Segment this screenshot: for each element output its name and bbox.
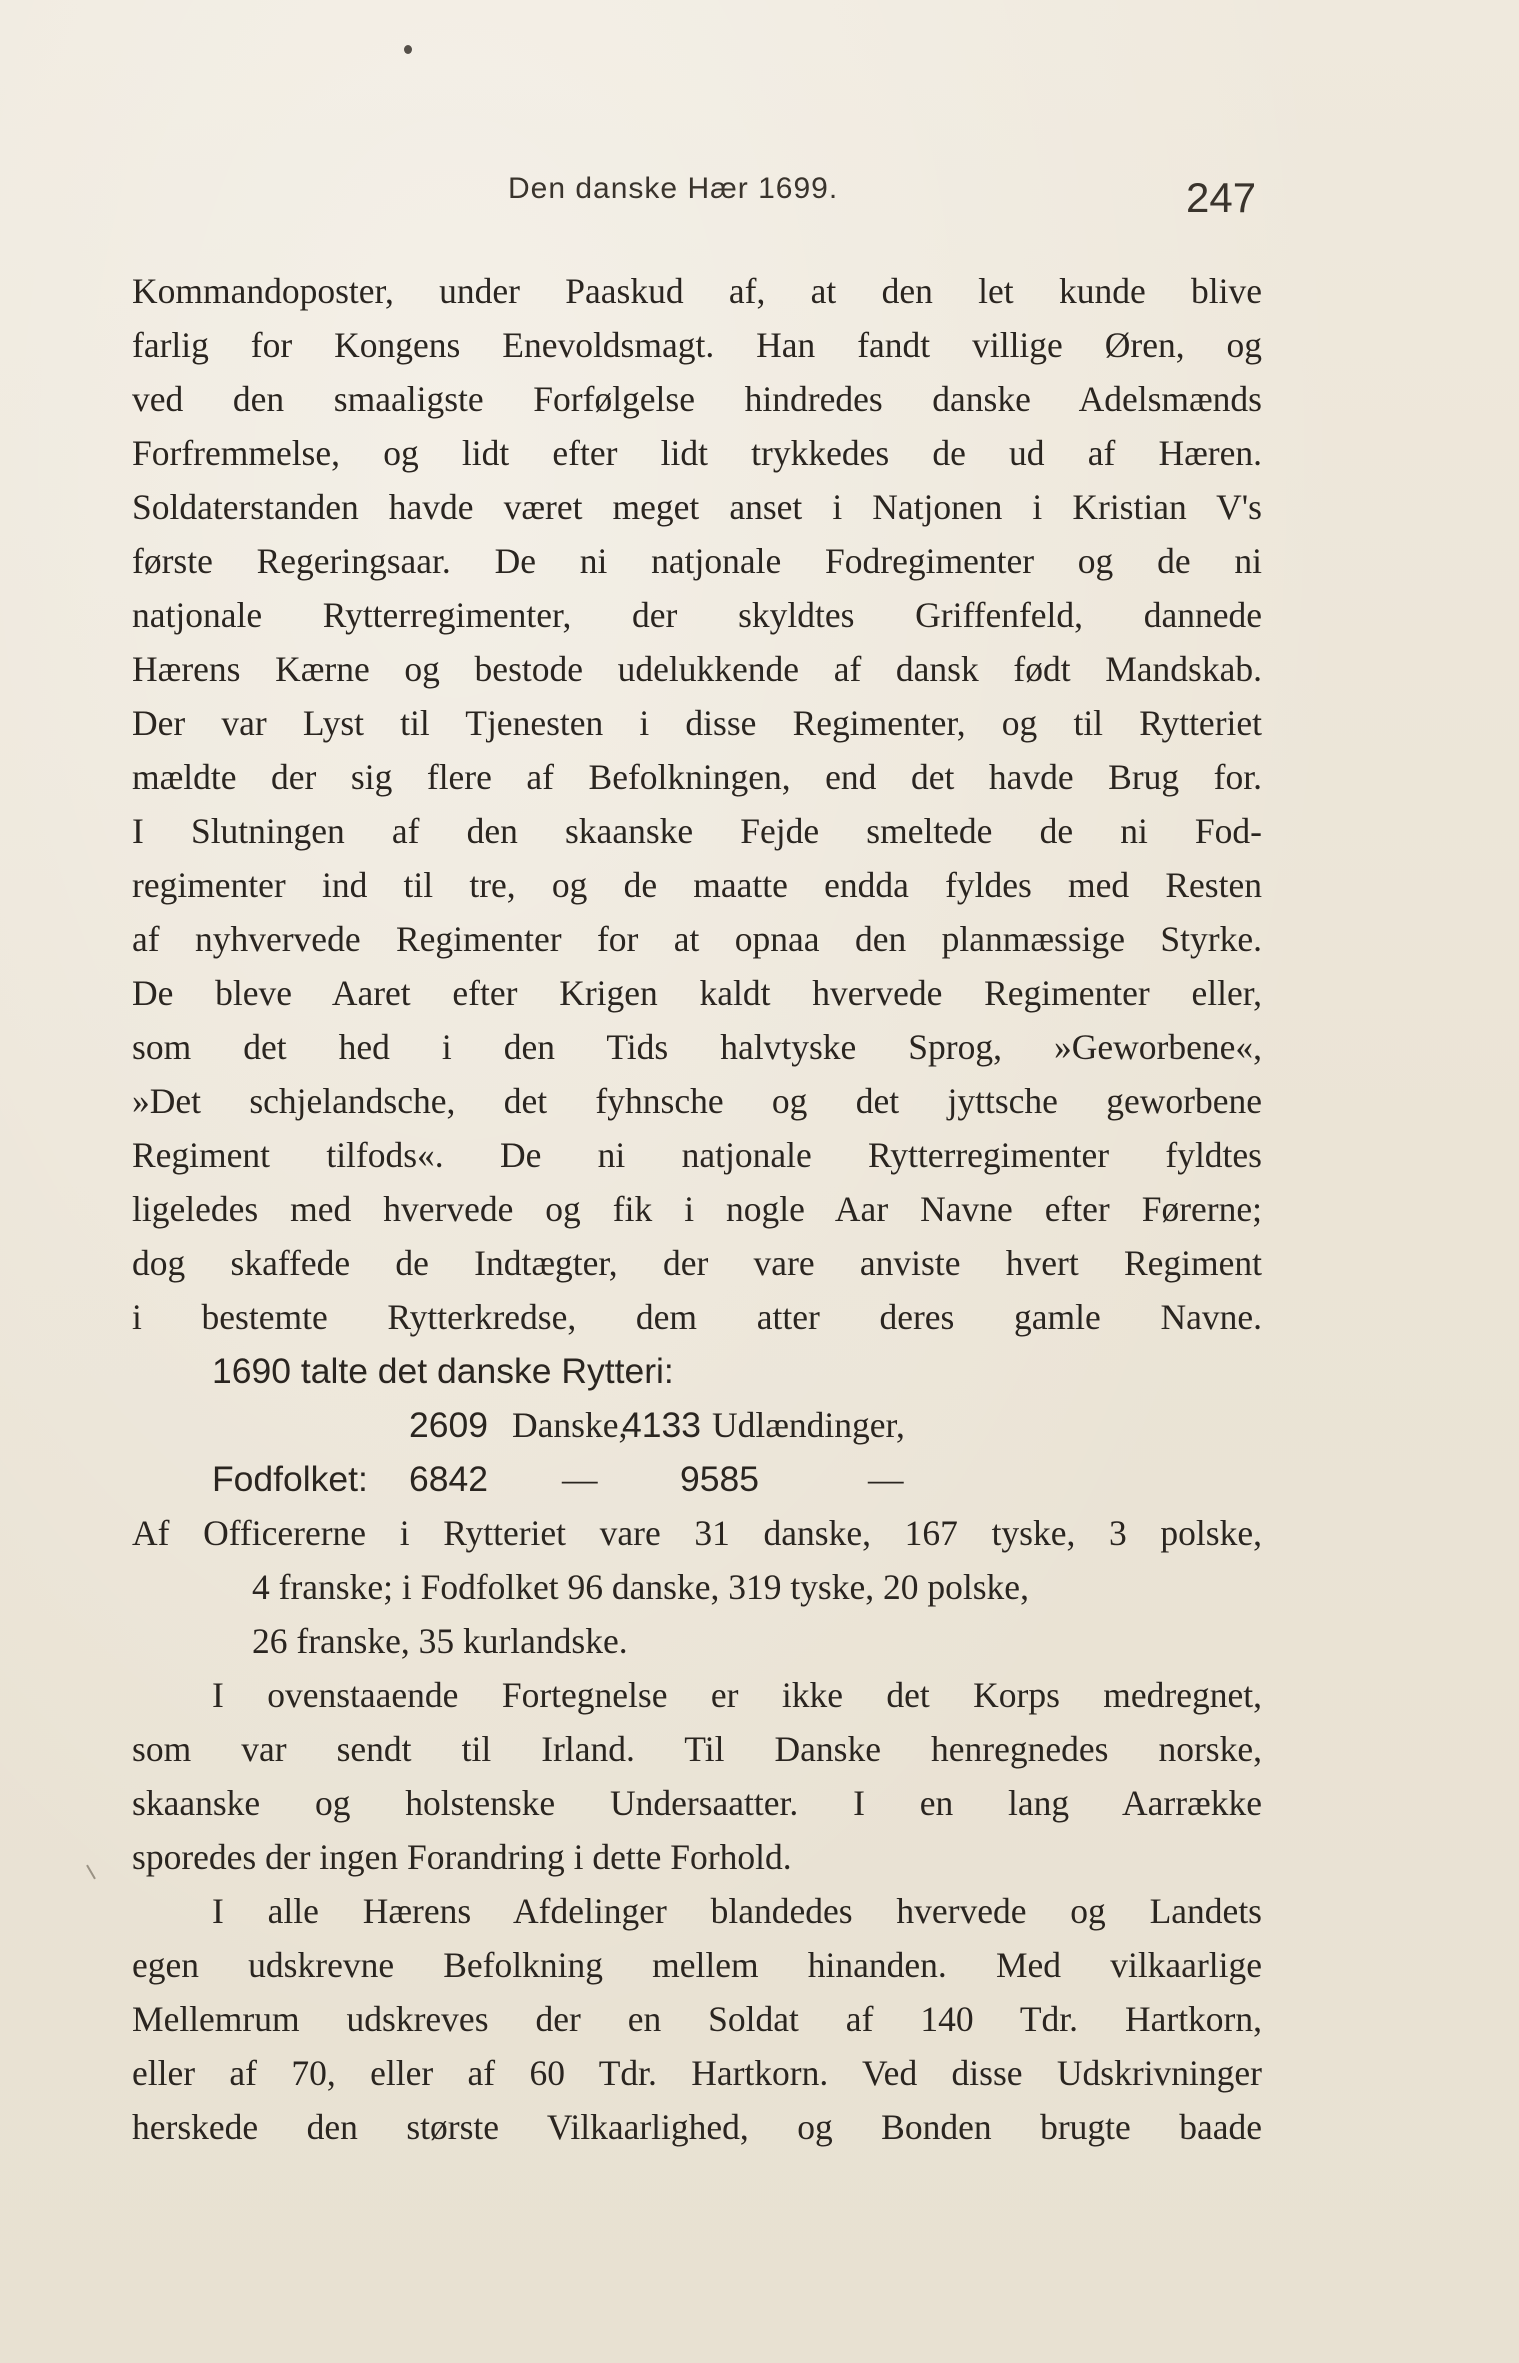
table-cell: 6842 [409,1459,488,1499]
text-line: herskede den største Vilkaarlighed, og Bonden brugte baade [132,2107,1262,2147]
table-intro: 1690 talte det danske Rytteri: [212,1351,674,1391]
table-row [132,1452,1262,1506]
table-cell: — [868,1459,904,1499]
table-cell: 2609 [409,1405,488,1445]
text-line: Regiment tilfods«. De ni natjonale Rytterregimenter fyldtes [132,1135,1262,1175]
table-cell: 4133 [622,1405,701,1445]
table-cell: — [562,1459,598,1499]
table-cell: Udlændinger, [712,1405,905,1445]
main-text [132,264,1262,2154]
text-line: skaanske og holstenske Undersaatter. I en lang Aarrække [132,1783,1262,1823]
table-cell: Danske, [512,1405,628,1445]
text-line: Der var Lyst til Tjenesten i disse Regimenter, og til Rytteriet [132,703,1262,743]
text-line: Af Officererne i Rytteriet vare 31 danske, 167 tyske, 3 polske, [132,1513,1262,1553]
text-line: Kommandoposter, under Paaskud af, at den let kunde blive [132,271,1262,311]
text-line: sporedes der ingen Forandring i dette Forhold. [132,1837,792,1877]
text-line: I alle Hærens Afdelinger blandedes hvervede og Landets [212,1891,1262,1931]
text-line: ved den smaaligste Forfølgelse hindredes danske Adelsmænds [132,379,1262,419]
text-line: Soldaterstanden havde været meget anset i Natjonen i Kristian V's [132,487,1262,527]
text-line: 4 franske; i Fodfolket 96 danske, 319 tyske, 20 polske, [252,1567,1029,1607]
text-line: som var sendt til Irland. Til Danske henregnedes norske, [132,1729,1262,1769]
running-title: Den danske Hær 1699. [508,172,839,205]
table-row [132,1398,1262,1452]
text-line: af nyhvervede Regimenter for at opnaa den planmæssige Styrke. [132,919,1262,959]
text-line: eller af 70, eller af 60 Tdr. Hartkorn. Ved disse Udskrivninger [132,2053,1262,2093]
table-cell: 9585 [680,1459,759,1499]
text-line: mældte der sig flere af Befolkningen, end det havde Brug for. [132,757,1262,797]
text-line: ligeledes med hvervede og fik i nogle Aar Navne efter Førerne; [132,1189,1262,1229]
text-line: dog skaffede de Indtægter, der vare anviste hvert Regiment [132,1243,1262,1283]
text-line: natjonale Rytterregimenter, der skyldtes Griffenfeld, dannede [132,595,1262,635]
text-line: farlig for Kongens Enevoldsmagt. Han fandt villige Øren, og [132,325,1262,365]
page-number: 247 [1186,174,1257,221]
text-line: i bestemte Rytterkredse, dem atter deres gamle Navne. [132,1297,1262,1337]
text-line: »Det schjelandsche, det fyhnsche og det jyttsche geworbene [132,1081,1262,1121]
text-line: egen udskrevne Befolkning mellem hinanden. Med vilkaarlige [132,1945,1262,1985]
text-line: Forfremmelse, og lidt efter lidt trykkedes de ud af Hæren. [132,433,1262,473]
text-line: I Slutningen af den skaanske Fejde smeltede de ni Fod- [132,811,1262,851]
text-line: Hærens Kærne og bestode udelukkende af dansk født Mandskab. [132,649,1262,689]
text-line: De bleve Aaret efter Krigen kaldt hvervede Regimenter eller, [132,973,1262,1013]
text-line: som det hed i den Tids halvtyske Sprog, »Geworbene«, [132,1027,1262,1067]
table-cell: Fodfolket: [212,1459,368,1499]
ink-speck [404,45,412,54]
margin-mark [86,1865,96,1880]
text-line: 26 franske, 35 kurlandske. [252,1621,628,1661]
text-line: regimenter ind til tre, og de maatte endda fyldes med Resten [132,865,1262,905]
text-line: første Regeringsaar. De ni natjonale Fodregimenter og de ni [132,541,1262,581]
text-line: I ovenstaaende Fortegnelse er ikke det Korps medregnet, [212,1675,1262,1715]
table-intro-line [132,1344,1262,1398]
text-line: Mellemrum udskreves der en Soldat af 140 Tdr. Hartkorn, [132,1999,1262,2039]
